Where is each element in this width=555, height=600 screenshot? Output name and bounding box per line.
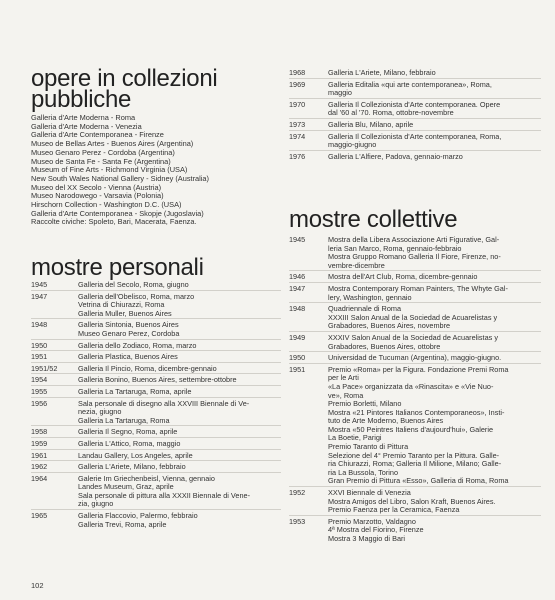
entry-year: 1952 <box>289 488 306 498</box>
entry-line: Sala personale di pittura alla XXXII Biennale di Vene- <box>78 490 250 500</box>
entry-year: 1948 <box>289 304 306 314</box>
entry-line: Gran Premio di Pittura «Esso», Galleria di Roma, Roma <box>328 476 509 486</box>
entry-line: Quadriennale di Roma <box>328 304 402 314</box>
entry-line: ve», Roma <box>328 390 364 400</box>
mostre-personali-continued-list <box>289 69 541 161</box>
entry-description <box>78 440 281 449</box>
entry-line: Mostra Gruppo Romano Galleria Il Fiore, Firenze, no- <box>328 252 501 262</box>
collections-list <box>31 114 281 227</box>
entry-line: Galleria Il Collezionista d'Arte contemporanea, Roma, <box>328 131 502 141</box>
entry-description <box>328 518 541 544</box>
entry-line: leria San Marco, Roma, gennaio-febbraio <box>328 243 462 253</box>
entry-year: 1949 <box>289 332 306 342</box>
entry-line: Galleria del Secolo, Roma, giugno <box>78 280 189 289</box>
entry-line: Galleria Il Segno, Roma, aprile <box>78 427 178 437</box>
entry-description <box>78 512 281 529</box>
exhibition-entry <box>31 425 281 437</box>
heading-mostre-personali: mostre personali <box>31 254 204 281</box>
entry-description <box>328 273 541 282</box>
entry-line: Mostra «50 Peintres Italiens d'aujourd'hui», Galerie <box>328 424 494 434</box>
exhibition-entry <box>31 437 281 449</box>
exhibition-entry <box>289 150 541 162</box>
entry-description <box>328 81 541 98</box>
entry-year: 1954 <box>31 375 48 385</box>
entry-year: 1948 <box>31 320 48 330</box>
entry-description <box>78 452 281 461</box>
entry-line: maggio <box>328 88 352 98</box>
entry-year: 1969 <box>289 79 306 89</box>
collection-item: Galleria d'Arte Contemporanea - Firenze <box>31 130 164 140</box>
entry-line: Grabadores, Buenos Aires, ottobre <box>328 341 441 351</box>
entry-line: Galleria Blu, Milano, aprile <box>328 119 414 129</box>
entry-year: 1955 <box>31 386 48 396</box>
entry-line: Galleria La Tartaruga, Roma <box>78 415 170 425</box>
entry-line: Galleria Muller, Buenos Aires <box>78 308 172 318</box>
entry-line: Vetrina di Chiurazzi, Roma <box>78 300 165 310</box>
entry-line: Mostra 3 Maggio di Bari <box>328 534 406 543</box>
exhibition-entry <box>31 339 281 351</box>
exhibition-entry <box>289 98 541 118</box>
entry-line: Galleria Plastica, Buenos Aires <box>78 352 178 362</box>
collection-item: Galleria d'Arte Moderna - Roma <box>31 113 136 122</box>
exhibition-entry <box>31 385 281 397</box>
entry-year: 1964 <box>31 473 48 483</box>
entry-line: Galleria dello Zodiaco, Roma, marzo <box>78 340 197 350</box>
exhibition-entry <box>289 236 541 270</box>
exhibition-entry <box>289 331 541 351</box>
entry-line: Premio Faenza per la Ceramica, Faenza <box>328 505 460 515</box>
entry-year: 1958 <box>31 427 48 437</box>
entry-description <box>328 305 541 331</box>
entry-description <box>328 121 541 130</box>
exhibition-entry <box>289 363 541 486</box>
entry-line: Mostra della Libera Associazione Arti Figurative, Gal- <box>328 235 500 244</box>
exhibition-entry <box>31 460 281 472</box>
entry-line: La Boetie, Parigi <box>328 433 382 443</box>
entry-line: nezia, giugno <box>78 407 122 417</box>
entry-year: 1976 <box>289 151 306 161</box>
entry-description <box>78 281 281 290</box>
exhibition-entry <box>31 373 281 385</box>
entry-year: 1946 <box>289 272 306 282</box>
exhibition-entry <box>289 118 541 130</box>
entry-description <box>328 69 541 78</box>
exhibition-entry <box>289 351 541 363</box>
entry-year: 1947 <box>289 283 306 293</box>
entry-line: Premio Marzotto, Valdagno <box>328 516 416 526</box>
entry-line: Galleria L'Alfiere, Padova, gennaio-marzo <box>328 151 463 161</box>
entry-line: Galleria Sintonia, Buenos Aires <box>78 320 179 330</box>
page-number: 102 <box>31 581 44 590</box>
entry-line: Galleria Il Pincio, Roma, dicembre-gennaio <box>78 363 217 373</box>
entry-description <box>328 153 541 162</box>
entry-line: XXXIII Salon Anual de la Sociedad de Acuarelistas y <box>328 312 498 322</box>
entry-year: 1973 <box>289 119 306 129</box>
entry-year: 1950 <box>31 340 48 350</box>
entry-description <box>328 489 541 515</box>
entry-line: Grabadores, Buenos Aires, novembre <box>328 321 451 331</box>
entry-line: Mostra Contemporary Roman Painters, The Whyte Gal- <box>328 283 508 293</box>
entry-year: 1961 <box>31 450 48 460</box>
entry-description <box>78 321 281 338</box>
collection-item: Museo del XX Secolo - Vienna (Austria) <box>31 182 162 192</box>
entry-description <box>328 354 541 363</box>
exhibition-entry <box>289 486 541 515</box>
collection-item: Galleria d'Arte Moderna - Venezia <box>31 121 142 131</box>
entry-line: dal '60 al '70. Roma, ottobre-novembre <box>328 108 454 118</box>
entry-line: per le Arti <box>328 373 359 383</box>
entry-description <box>78 463 281 472</box>
entry-year: 1974 <box>289 131 306 141</box>
entry-year: 1945 <box>289 235 306 244</box>
entry-line: ria La Bussola, Torino <box>328 467 399 477</box>
exhibition-entry <box>289 78 541 98</box>
collection-item: Museo Narodowego - Varsavia (Polonia) <box>31 191 164 201</box>
entry-year: 1945 <box>31 280 48 289</box>
entry-line: Galleria L'Ariete, Milano, febbraio <box>78 462 186 472</box>
exhibition-entry <box>289 69 541 78</box>
entry-line: Galleria L'Attico, Roma, maggio <box>78 438 181 448</box>
entry-description <box>78 365 281 374</box>
heading-opere-in-collezioni-pubbliche: opere in collezioni pubbliche <box>31 65 218 113</box>
mostre-personali-list <box>31 281 281 529</box>
entry-year: 1950 <box>289 353 306 363</box>
entry-line: Landau Gallery, Los Angeles, aprile <box>78 450 193 460</box>
collection-item: Hirschorn Collection - Washington D.C. (USA) <box>31 200 182 210</box>
collection-item: New South Wales National Gallery - Sidney (Australia) <box>31 173 209 183</box>
collection-item: Museo de Santa Fe - Santa Fe (Argentina) <box>31 156 171 166</box>
collection-item: Museo Genaro Perez - Cordoba (Argentina) <box>31 147 175 157</box>
collection-item: Raccolte civiche: Spoleto, Bari, Macerata, Faenza. <box>31 217 197 227</box>
entry-line: tuto de Arte Moderno, Buenos Aires <box>328 416 444 426</box>
entry-year: 1951 <box>289 364 306 374</box>
entry-line: Premio Taranto di Pittura <box>328 442 409 452</box>
entry-description <box>78 353 281 362</box>
entry-line: Mostra «21 Pintores Italianos Contemporaneos», Insti- <box>328 407 505 417</box>
entry-description <box>78 428 281 437</box>
entry-description <box>78 293 281 319</box>
exhibition-entry <box>31 281 281 290</box>
exhibition-entry <box>31 449 281 461</box>
mostre-collettive-list <box>289 236 541 544</box>
entry-description <box>78 388 281 397</box>
exhibition-entry <box>289 270 541 282</box>
entry-line: Galleria Flaccovio, Palermo, febbraio <box>78 511 198 521</box>
entry-year: 1956 <box>31 398 48 408</box>
exhibition-entry <box>31 290 281 319</box>
entry-line: Premio Borletti, Milano <box>328 399 402 409</box>
entry-line: Galleria L'Ariete, Milano, febbraio <box>328 68 436 77</box>
entry-description <box>328 101 541 118</box>
exhibition-entry <box>289 130 541 150</box>
entry-description <box>78 400 281 426</box>
entry-description <box>328 133 541 150</box>
entry-line: Mostra Amigos del Libro, Salon Kraft, Buenos Aires. <box>328 496 496 506</box>
exhibition-entry <box>31 472 281 509</box>
entry-line: Galleria Trevi, Roma, aprile <box>78 519 167 529</box>
collection-item: Museum of Fine Arts - Richmond Virginia (USA) <box>31 165 188 175</box>
entry-year: 1965 <box>31 511 48 521</box>
entry-year: 1947 <box>31 291 48 301</box>
exhibition-entry <box>289 515 541 544</box>
entry-description <box>78 376 281 385</box>
entry-line: lery, Washington, gennaio <box>328 292 412 302</box>
entry-line: XXVI Biennale di Venezia <box>328 488 411 498</box>
exhibition-entry <box>31 509 281 529</box>
exhibition-entry <box>31 318 281 338</box>
entry-line: vembre-dicembre <box>328 260 385 270</box>
entry-line: «La Pace» organizzata da «Rinascita» e «Vie Nuo- <box>328 381 494 391</box>
entry-line: maggio-giugno <box>328 140 377 150</box>
entry-line: Museo Genaro Perez, Cordoba <box>78 328 180 338</box>
exhibition-entry <box>31 397 281 426</box>
heading-mostre-collettive: mostre collettive <box>289 206 458 233</box>
entry-line: Sala personale di disegno alla XXVIII Biennale di Ve- <box>78 398 250 408</box>
entry-line: Galleria dell'Obelisco, Roma, marzo <box>78 291 195 301</box>
entry-description <box>328 285 541 302</box>
exhibition-entry <box>31 362 281 374</box>
entry-line: Selezione del 4° Premio Taranto per la Pittura. Galle- <box>328 450 500 460</box>
entry-line: 4ª Mostra del Fiorino, Firenze <box>328 525 424 535</box>
entry-description <box>78 342 281 351</box>
entry-year: 1968 <box>289 68 306 77</box>
entry-line: Galerie Im Griechenbeisl, Vienna, gennaio <box>78 473 215 483</box>
entry-description <box>328 236 541 270</box>
entry-line: ria Chiurazzi, Roma; Galleria Il Milione, Milano; Galle- <box>328 459 502 469</box>
entry-line: XXXIV Salon Anual de la Sociedad de Acuarelistas y <box>328 332 498 342</box>
entry-year: 1951 <box>31 352 48 362</box>
exhibition-entry <box>289 282 541 302</box>
entry-line: Universidad de Tucuman (Argentina), maggio-giugno. <box>328 353 502 363</box>
exhibition-entry <box>289 302 541 331</box>
entry-line: Landes Museum, Graz, aprile <box>78 482 174 492</box>
exhibition-entry <box>31 350 281 362</box>
entry-description <box>328 334 541 351</box>
entry-line: Galleria Editalia «qui arte contemporanea», Roma, <box>328 79 492 89</box>
entry-description <box>78 475 281 509</box>
collection-item: Galleria d'Arte Contemporanea - Skopje (Jugoslavia) <box>31 208 204 218</box>
entry-year: 1953 <box>289 516 306 526</box>
entry-year: 1970 <box>289 99 306 109</box>
entry-line: Galleria Bonino, Buenos Aires, settembre-ottobre <box>78 375 237 385</box>
entry-year: 1959 <box>31 438 48 448</box>
entry-line: Galleria La Tartaruga, Roma, aprile <box>78 386 192 396</box>
entry-description <box>328 366 541 486</box>
collection-item: Museo de Bellas Artes - Buenos Aires (Argentina) <box>31 139 194 149</box>
entry-year: 1951/52 <box>31 363 58 373</box>
entry-line: Mostra dell'Art Club, Roma, dicembre-gennaio <box>328 272 478 282</box>
entry-line: Premio «Roma» per la Figura. Fondazione Premi Roma <box>328 364 509 374</box>
entry-line: zia, giugno <box>78 499 114 509</box>
entry-line: Galleria Il Collezionista d'Arte contemporanea. Opere <box>328 99 501 109</box>
entry-year: 1962 <box>31 462 48 472</box>
